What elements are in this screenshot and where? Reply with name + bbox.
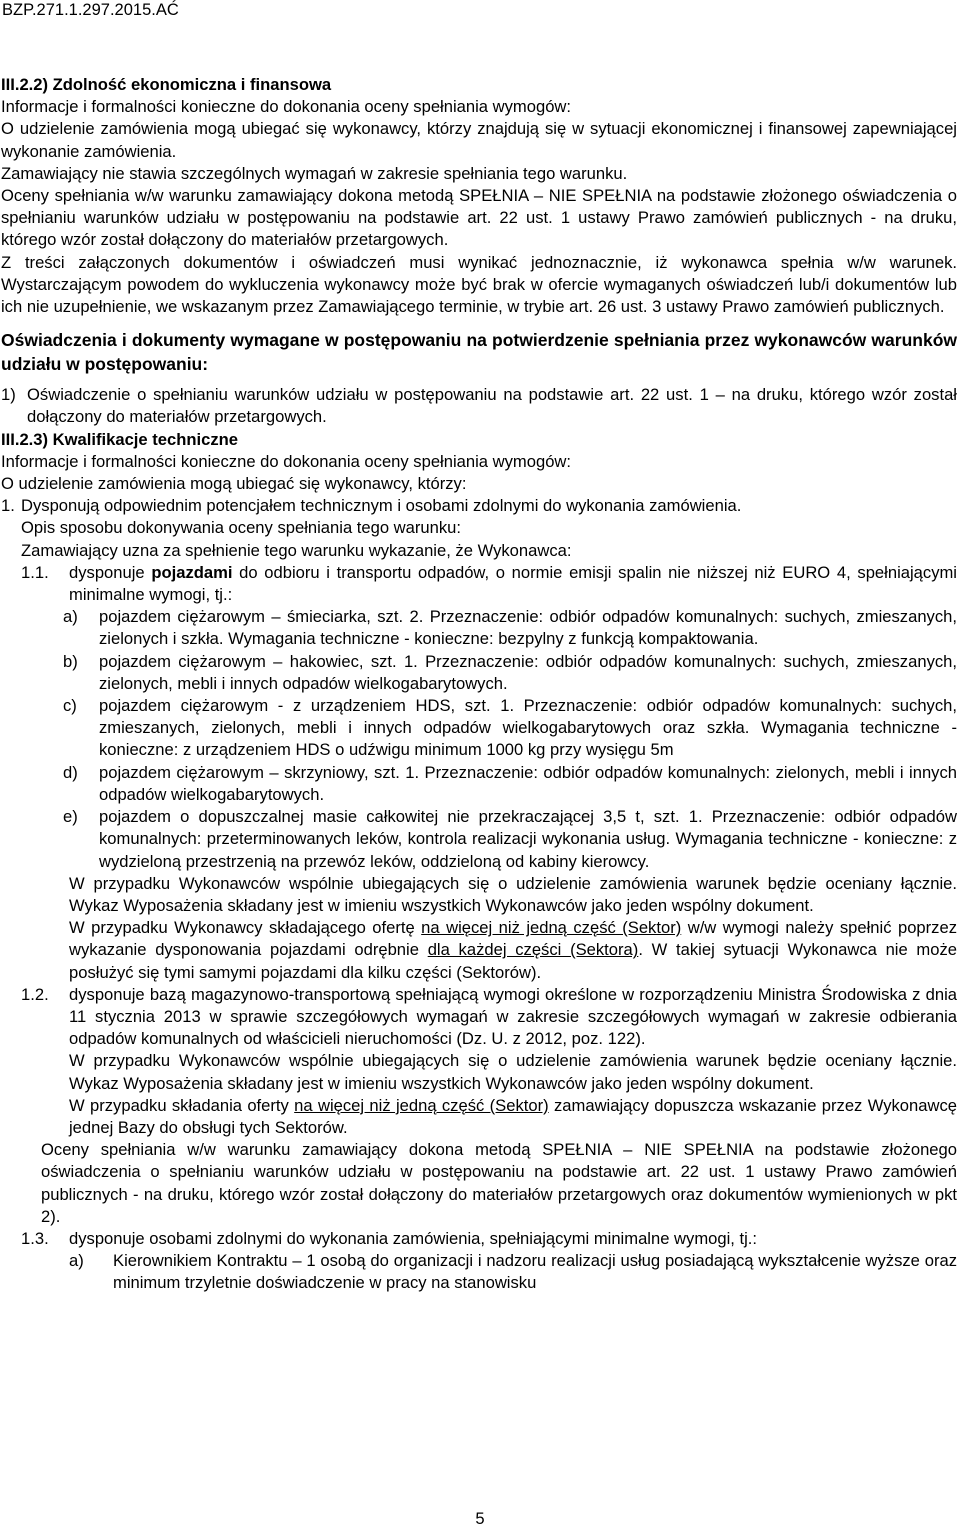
list-item — [1, 984, 957, 1051]
list-letter: c) — [63, 696, 77, 716]
page-number: 5 — [475, 1509, 485, 1528]
paragraph: W przypadku Wykonawców wspólnie ubiegających się o udzielenie zamówienia warunek będzie oceniany łącznie. Wykaz Wyposażenia składany jest w imieniu wszystkich Wykonawców jako jeden wspólny dokument. — [69, 873, 957, 915]
list-item — [1, 562, 957, 606]
list-text: dysponuje pojazdami do odbioru i transportu odpadów, o normie emisji spalin nie niższej niż EURO 4, spełniającymi minimalne wymogi, tj.: — [69, 562, 957, 605]
list-number: 1.2. — [21, 984, 49, 1004]
section-title-economic: III.2.2) Zdolność ekonomiczna i finansowa — [1, 75, 332, 94]
list-item — [1, 1250, 957, 1294]
documents-heading: Oświadczenia i dokumenty wymagane w postępowaniu na potwierdzenie spełniania przez wykonawców warunków udziału w postępowaniu: — [1, 330, 957, 375]
section-title-technical: III.2.3) Kwalifikacje techniczne — [1, 429, 239, 449]
paragraph: Opis sposobu dokonywania oceny spełniania tego warunku: — [21, 518, 462, 538]
paragraph: Z treści załączonych dokumentów i oświadczeń musi wynikać jednoznacznie, iż wykonawca spełnia w/w warunek. Wystarczającym powodem do wykluczenia wykonawcy może być brak w ofercie wymaganych oświadczeń lub/i dokumentów lub ich nie uzupełnienie, we wskazanym przez Zamawiającego terminie, w trybie art. 26 ust. 3 ustawy Prawo zamówień publicznych. — [1, 252, 957, 317]
list-number: 1.3. — [21, 1228, 49, 1248]
list-letter: d) — [63, 762, 78, 782]
list-item — [1, 495, 957, 517]
list-text: pojazdem o dopuszczalnej masie całkowitej nie przekraczającej 3,5 t, szt. 1. Przeznaczenie: odbiór odpadów komunalnych: przeterminowanych leków, kontrola realizacji wykonania usług. Wymagania techniczne - konieczne: z wydzieloną przestrzenią na przewóz leków, oddzieloną od kabiny kierowcy. — [99, 807, 957, 871]
list-number: 1) — [1, 385, 16, 405]
paragraph: Informacje i formalności konieczne do dokonania oceny spełniania wymogów: — [1, 97, 572, 117]
list-item — [1, 806, 957, 873]
paragraph: W przypadku Wykonawców wspólnie ubiegających się o udzielenie zamówienia warunek będzie oceniany łącznie. Wykaz Wyposażenia składany jest w imieniu wszystkich Wykonawców jako jeden wspólny dokument. — [69, 1051, 957, 1093]
list-number: 1. — [1, 496, 15, 516]
list-number: 1.1. — [21, 562, 49, 582]
list-text: pojazdem ciężarowym - z urządzeniem HDS, szt. 1. Przeznaczenie: odbiór odpadów komunalnych: suchych, zmieszanych, zielonych, mebli i innych odpadów wielkogabarytowych oraz szkła. Wymagania techniczne - konieczne: z urządzeniem HDS o udźwigu minimum 1000 kg przy wysięgu 5m — [99, 696, 957, 760]
list-text: pojazdem ciężarowym – skrzyniowy, szt. 1. Przeznaczenie: odbiór odpadów komunalnych: zielonych, mebli i innych odpadów wielkogabarytowych. — [99, 762, 957, 804]
paragraph: Informacje i formalności konieczne do dokonania oceny spełniania wymogów: — [1, 451, 572, 471]
list-text: pojazdem ciężarowym – hakowiec, szt. 1. Przeznaczenie: odbiór odpadów komunalnych: suchych, zmieszanych, zielonych, mebli i innych odpadów wielkogabarytowych. — [99, 651, 957, 693]
list-item — [1, 762, 957, 806]
list-text: dysponuje osobami zdolnymi do wykonania zamówienia, spełniającymi minimalne wymogi, tj.: — [69, 1228, 758, 1248]
paragraph: Zamawiający uzna za spełnienie tego warunku wykazanie, że Wykonawca: — [21, 540, 572, 560]
list-text: Kierownikiem Kontraktu – 1 osobą do organizacji i nadzoru realizacji usług posiadającą wykształcenie wyższe oraz minimum trzyletnie doświadczenie w pracy na stanowisku — [113, 1251, 957, 1293]
paragraph: W przypadku składania oferty na więcej niż jedną część (Sektor) zamawiający dopuszcza wskazanie przez Wykonawcę jednej Bazy do obsługi tych Sektorów. — [69, 1095, 957, 1137]
list-item — [1, 1228, 957, 1250]
list-letter: e) — [63, 807, 78, 827]
list-item — [1, 606, 957, 650]
list-letter: a) — [63, 607, 78, 627]
list-text: dysponuje bazą magazynowo-transportową spełniającą wymogi określone w rozporządzeniu Ministra Środowiska z dnia 11 stycznia 2013 w sprawie szczegółowych wymagań w zakresie szczegółowych wymagań w zakresie odbierania odpadów komunalnych od właścicieli nieruchomości (Dz. U. z 2012, poz. 122). — [69, 984, 957, 1049]
paragraph: W przypadku Wykonawcy składającego ofertę na więcej niż jedną część (Sektor) w/w wymogi należy spełnić poprzez wykazanie dysponowania pojazdami odrębnie dla każdej części (Sektora). W takiej sytuacji Wykonawca nie może posłużyć się tymi samymi pojazdami dla kilku części (Sektorów). — [69, 918, 958, 982]
document-body — [0, 74, 957, 1295]
list-text: Dysponują odpowiednim potencjałem technicznym i osobami zdolnymi do wykonania zamówienia. — [21, 496, 742, 516]
list-letter: a) — [69, 1251, 84, 1271]
paragraph: Oceny spełniania w/w warunku zamawiający dokona metodą SPEŁNIA – NIE SPEŁNIA na podstawie złożonego oświadczenia o spełnianiu warunków udziału w postępowaniu na podstawie art. 22 ust. 1 ustawy Prawo zamówień publicznych - na druku, którego wzór został dołączony do materiałów przetargowych. — [1, 186, 957, 250]
paragraph: Zamawiający nie stawia szczególnych wymagań w zakresie spełniania tego warunku. — [1, 163, 628, 183]
paragraph: Oceny spełniania w/w warunku zamawiający dokona metodą SPEŁNIA – NIE SPEŁNIA na podstawie złożonego oświadczenia o spełnianiu warunków udziału w postępowaniu na podstawie art. 22 ust. 1 ustawy Prawo zamówień publicznych - na druku, którego wzór został dołączony do materiałów przetargowych oraz dokumentów wymienionych w pkt 2). — [41, 1140, 957, 1226]
list-text: pojazdem ciężarowym – śmieciarka, szt. 2. Przeznaczenie: odbiór odpadów komunalnych: suchych, zmieszanych, zielonych i szkła. Wymagania techniczne - konieczne: bezpylny z funkcją kompaktowania. — [99, 607, 957, 649]
document-reference: BZP.271.1.297.2015.AĆ — [2, 1, 179, 19]
paragraph: O udzielenie zamówienia mogą ubiegać się wykonawcy, którzy znajdują się w sytuacji ekonomicznej i finansowej zapewniającej wykonanie zamówienia. — [1, 119, 957, 161]
list-item — [1, 695, 957, 762]
paragraph: O udzielenie zamówienia mogą ubiegać się wykonawcy, którzy: — [1, 474, 467, 494]
list-text: Oświadczenie o spełnianiu warunków udziału w postępowaniu na podstawie art. 22 ust. 1 – na druku, którego wzór został dołączony do materiałów przetargowych. — [27, 385, 957, 427]
list-letter: b) — [63, 651, 78, 671]
list-item — [1, 384, 957, 428]
list-item — [1, 651, 957, 695]
